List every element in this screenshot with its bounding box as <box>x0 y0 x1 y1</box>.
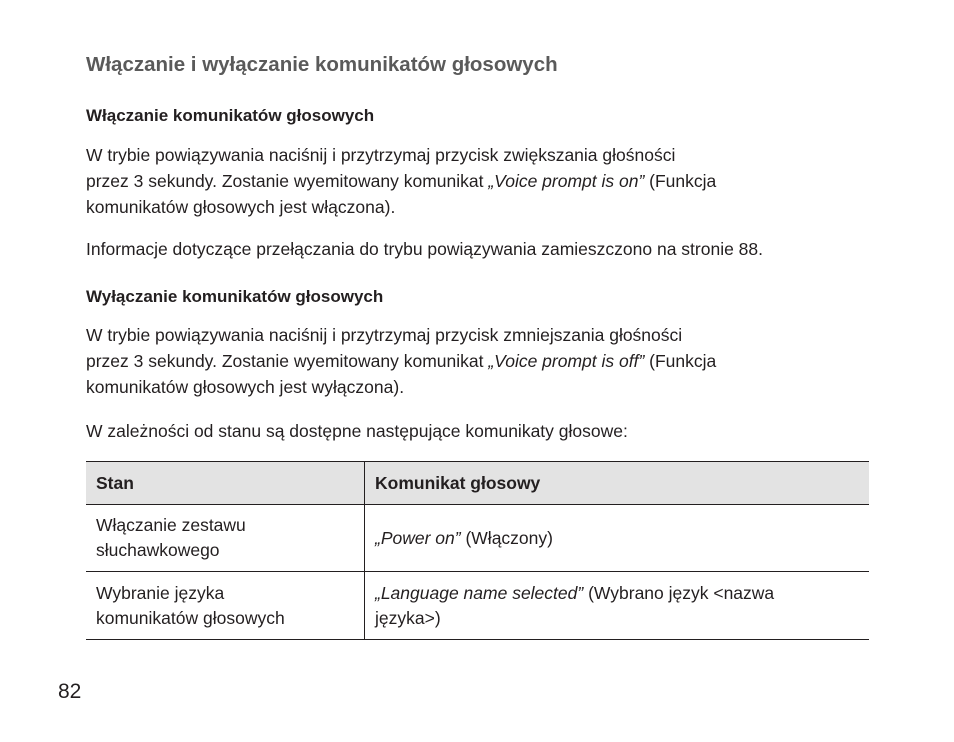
state-line-1: Włączanie zestawu <box>96 515 246 535</box>
prompt-line-1 <box>375 581 859 606</box>
state-line-1: Wybranie języka <box>96 582 225 603</box>
disable-line-2-text: przez 3 sekundy. Zostanie wyemitowany komunikat <box>86 351 489 371</box>
header-state: Stan <box>86 462 365 505</box>
disable-heading: Wyłączanie komunikatów głosowych <box>86 287 384 306</box>
state-cell <box>86 505 365 572</box>
table-intro: W zależności od stanu są dostępne następujące komunikaty głosowe: <box>86 421 628 441</box>
pairing-info-paragraph: Informacje dotyczące przełączania do trybu powiązywania zamieszczono na stronie 88. <box>86 239 764 259</box>
disable-line-2 <box>86 348 869 374</box>
disable-paragraph <box>86 322 869 400</box>
prompt-quote: „Language name selected” <box>375 582 584 603</box>
section-title: Włączanie i wyłączanie komunikatów głosowych <box>86 53 558 76</box>
enable-paragraph <box>86 142 869 220</box>
prompt-cell <box>365 572 870 640</box>
table-row <box>86 505 869 572</box>
prompt-translation: (Wybrano język <nazwa <box>583 582 775 603</box>
disable-voice-prompt-quote: „Voice prompt is off” <box>488 351 645 371</box>
enable-voice-prompt-quote: „Voice prompt is on” <box>488 171 645 191</box>
prompt-line-2: języka>) <box>375 607 441 628</box>
table-row <box>86 572 869 640</box>
enable-line-2 <box>86 168 869 194</box>
enable-line-1: W trybie powiązywania naciśnij i przytrzymaj przycisk zwiększania głośności <box>86 145 676 165</box>
prompt-quote: „Power on” <box>375 527 461 548</box>
enable-line-2-text: przez 3 sekundy. Zostanie wyemitowany komunikat <box>86 171 489 191</box>
prompt-line-1 <box>375 526 859 551</box>
state-line-2: słuchawkowego <box>96 540 220 560</box>
enable-line-2-tail: (Funkcja <box>644 171 717 191</box>
header-voice-prompt: Komunikat głosowy <box>365 462 870 505</box>
disable-line-2-tail: (Funkcja <box>644 351 717 371</box>
state-cell <box>86 572 365 640</box>
prompt-translation: (Włączony) <box>460 527 553 548</box>
disable-line-1: W trybie powiązywania naciśnij i przytrzymaj przycisk zmniejszania głośności <box>86 325 683 345</box>
page-number: 82 <box>58 680 82 703</box>
voice-prompts-table <box>86 461 869 640</box>
prompt-cell <box>365 505 870 572</box>
enable-line-3: komunikatów głosowych jest włączona). <box>86 197 396 217</box>
table-header-row <box>86 462 869 505</box>
enable-heading: Włączanie komunikatów głosowych <box>86 106 375 125</box>
state-line-2: komunikatów głosowych <box>96 607 285 628</box>
disable-line-3: komunikatów głosowych jest wyłączona). <box>86 377 405 397</box>
document-page <box>86 0 869 742</box>
